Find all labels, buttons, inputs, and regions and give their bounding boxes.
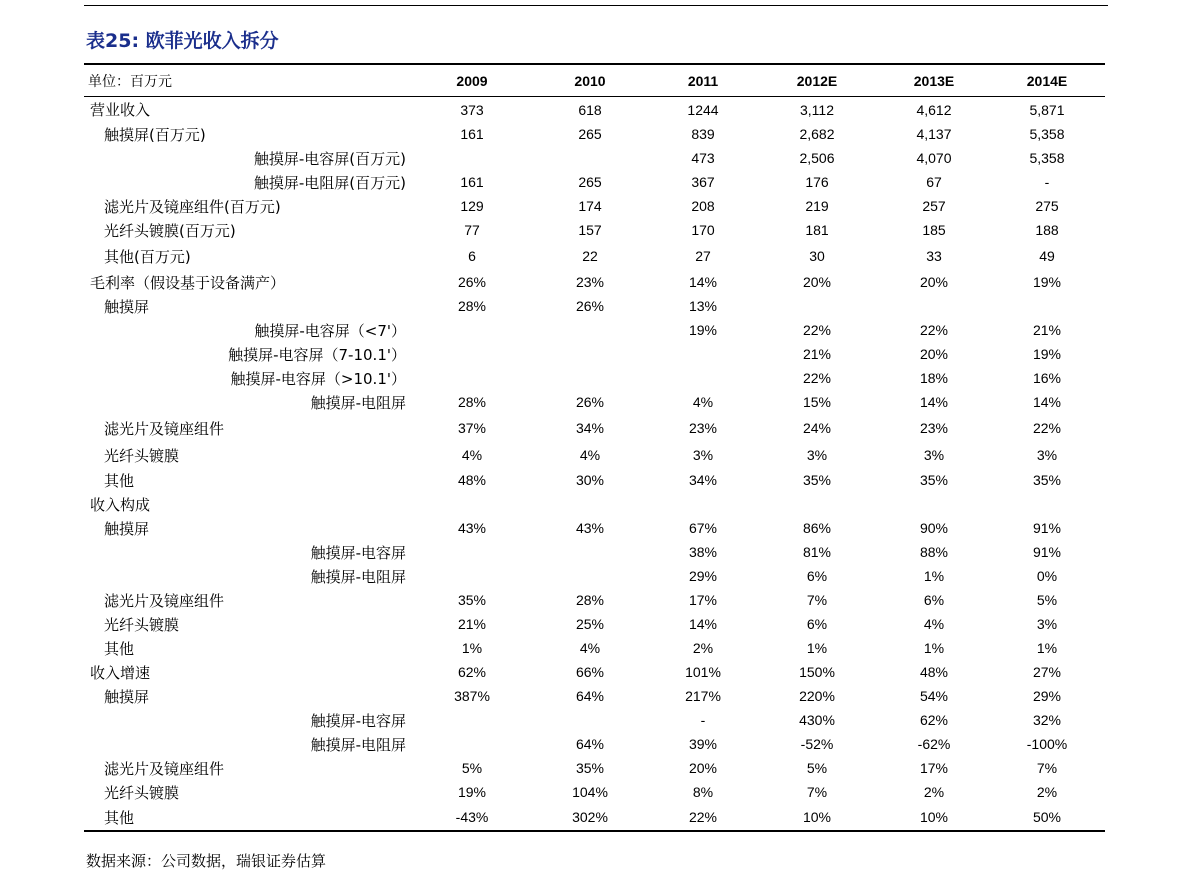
value-cell: 35% <box>919 472 949 488</box>
table-row <box>84 170 1105 194</box>
value-cell: 10% <box>802 809 832 825</box>
value-cell: 170 <box>691 222 715 238</box>
value-cell: 90% <box>919 520 949 536</box>
value-cell: 39% <box>688 736 718 752</box>
value-cell: 22% <box>802 370 832 386</box>
year-header: 2011 <box>687 72 719 89</box>
value-cell: 16% <box>1032 370 1062 386</box>
table-row <box>84 442 1105 468</box>
value-cell: 6% <box>806 616 828 632</box>
row-label: 其他 <box>104 808 135 827</box>
table-row <box>84 97 1105 122</box>
value-cell: 21% <box>802 346 832 362</box>
row-label: 触摸屏 <box>104 687 150 706</box>
value-cell: 22% <box>688 809 718 825</box>
value-cell: 18% <box>919 370 949 386</box>
row-label: 光纤头镀膜 <box>104 615 180 634</box>
row-label: 滤光片及镜座组件 <box>104 591 225 610</box>
value-cell: 265 <box>578 126 602 142</box>
value-cell: 26% <box>575 394 605 410</box>
value-cell: 150% <box>799 664 835 680</box>
value-cell: 14% <box>1032 394 1062 410</box>
value-cell: 26% <box>457 274 487 290</box>
value-cell: 34% <box>688 472 718 488</box>
value-cell: 37% <box>457 420 487 436</box>
value-cell: 5,358 <box>1029 150 1065 166</box>
value-cell: 64% <box>575 688 605 704</box>
value-cell: 28% <box>575 592 605 608</box>
value-cell: 28% <box>457 298 487 314</box>
value-cell: 50% <box>1032 809 1062 825</box>
table-row <box>84 684 1105 708</box>
row-label: 触摸屏-电阻屏(百万元) <box>253 173 406 192</box>
value-cell: 387% <box>454 688 490 704</box>
row-label: 触摸屏-电容屏 <box>310 711 406 730</box>
value-cell: 22% <box>919 322 949 338</box>
unit-label: 单位：百万元 <box>88 73 172 90</box>
value-cell: 35% <box>1032 472 1062 488</box>
value-cell: 1% <box>923 640 945 656</box>
table-row <box>84 540 1105 564</box>
value-cell: 49 <box>1039 248 1055 264</box>
value-cell: 839 <box>691 126 715 142</box>
value-cell: 1244 <box>687 101 719 118</box>
value-cell: 176 <box>805 174 829 190</box>
value-cell: 2,506 <box>799 150 835 166</box>
value-cell: 0% <box>1036 568 1058 584</box>
value-cell: 2,682 <box>799 126 835 142</box>
row-label: 触摸屏-电阻屏 <box>310 735 406 754</box>
row-label: 收入增速 <box>90 663 151 682</box>
table-row <box>84 414 1105 442</box>
table-row <box>84 780 1105 804</box>
value-cell: 14% <box>688 274 718 290</box>
table-row <box>84 636 1105 660</box>
value-cell: 1% <box>806 640 828 656</box>
year-header: 2009 <box>456 72 488 89</box>
value-cell: 21% <box>1032 322 1062 338</box>
table-row <box>84 756 1105 780</box>
value-cell: 86% <box>802 520 832 536</box>
value-cell: 367 <box>691 174 715 190</box>
row-label: 其他 <box>104 471 135 490</box>
row-label: 触摸屏-电容屏 <box>310 543 406 562</box>
table-row <box>84 564 1105 588</box>
value-cell: 21% <box>457 616 487 632</box>
row-label: 触摸屏-电容屏（7-10.1'） <box>228 345 406 364</box>
row-label: 触摸屏-电容屏(百万元) <box>253 149 406 168</box>
value-cell: 5% <box>1036 592 1058 608</box>
row-label: 触摸屏-电容屏（>10.1'） <box>230 369 406 388</box>
table-row <box>84 492 1105 516</box>
year-header: 2012E <box>796 72 838 89</box>
value-cell: 25% <box>575 616 605 632</box>
value-cell: 6% <box>806 568 828 584</box>
revenue-breakdown-table <box>84 63 1105 832</box>
value-cell: 5% <box>806 760 828 776</box>
table-row <box>84 468 1105 492</box>
value-cell: 1% <box>923 568 945 584</box>
value-cell: 17% <box>688 592 718 608</box>
value-cell: 22% <box>802 322 832 338</box>
value-cell: 3,112 <box>800 101 834 118</box>
value-cell: 4,070 <box>916 150 952 166</box>
table-row <box>84 194 1105 218</box>
table-row <box>84 342 1105 366</box>
row-label: 其他 <box>104 639 135 658</box>
year-header: 2013E <box>913 72 955 89</box>
value-cell: -52% <box>800 736 834 752</box>
value-cell: - <box>700 712 706 728</box>
table-row <box>84 146 1105 170</box>
value-cell: 5% <box>461 760 483 776</box>
value-cell: 35% <box>575 760 605 776</box>
value-cell: 77 <box>464 222 480 238</box>
value-cell: 43% <box>575 520 605 536</box>
value-cell: 4,137 <box>916 126 952 142</box>
value-cell: 62% <box>457 664 487 680</box>
value-cell: 219 <box>805 198 829 214</box>
year-header: 2014E <box>1026 72 1068 89</box>
value-cell: 26% <box>575 298 605 314</box>
value-cell: 33 <box>926 248 942 264</box>
value-cell: 66% <box>575 664 605 680</box>
value-cell: 23% <box>688 420 718 436</box>
table-row <box>84 708 1105 732</box>
value-cell: 30% <box>575 472 605 488</box>
row-label: 其他(百万元) <box>104 247 191 266</box>
value-cell: 4% <box>692 394 714 410</box>
row-label: 滤光片及镜座组件 <box>104 419 225 438</box>
value-cell: 34% <box>575 420 605 436</box>
row-label: 触摸屏-电阻屏 <box>310 567 406 586</box>
row-label: 触摸屏-电阻屏 <box>310 393 406 412</box>
value-cell: 6 <box>468 248 476 264</box>
row-label: 营业收入 <box>90 101 151 119</box>
table-row <box>84 294 1105 318</box>
value-cell: 29% <box>688 568 718 584</box>
row-label: 滤光片及镜座组件(百万元) <box>104 197 281 216</box>
value-cell: 1% <box>461 640 483 656</box>
value-cell: 19% <box>1032 274 1062 290</box>
value-cell: 24% <box>802 420 832 436</box>
row-label: 触摸屏-电容屏（<7'） <box>254 321 406 340</box>
value-cell: 4% <box>579 447 601 463</box>
value-cell: - <box>1044 174 1050 190</box>
value-cell: 43% <box>457 520 487 536</box>
value-cell: 275 <box>1035 198 1059 214</box>
row-label: 光纤头镀膜 <box>104 446 180 465</box>
row-label: 毛利率（假设基于设备满产） <box>90 273 286 292</box>
value-cell: 4% <box>923 616 945 632</box>
value-cell: 27% <box>1032 664 1062 680</box>
table-row <box>84 804 1105 830</box>
value-cell: 19% <box>688 322 718 338</box>
table-header-row <box>84 65 1105 96</box>
value-cell: 7% <box>1036 760 1058 776</box>
value-cell: 430% <box>799 712 835 728</box>
value-cell: 265 <box>578 174 602 190</box>
value-cell: 7% <box>806 592 828 608</box>
value-cell: 19% <box>457 784 487 800</box>
value-cell: 257 <box>922 198 946 214</box>
value-cell: 161 <box>460 174 484 190</box>
value-cell: 5,358 <box>1029 126 1065 142</box>
value-cell: 62% <box>919 712 949 728</box>
value-cell: 2% <box>923 784 945 800</box>
row-label: 触摸屏 <box>104 519 150 538</box>
value-cell: 1% <box>1036 640 1058 656</box>
value-cell: 302% <box>572 809 608 825</box>
value-cell: 129 <box>460 198 484 214</box>
value-cell: 7% <box>806 784 828 800</box>
table-row <box>84 122 1105 146</box>
value-cell: 2% <box>692 640 714 656</box>
value-cell: 22% <box>1032 420 1062 436</box>
table-row <box>84 242 1105 270</box>
value-cell: 20% <box>919 274 949 290</box>
value-cell: 27 <box>695 248 711 264</box>
row-label: 光纤头镀膜 <box>104 783 180 802</box>
table-row <box>84 516 1105 540</box>
table-row <box>84 660 1105 684</box>
value-cell: 618 <box>578 101 602 118</box>
value-cell: 23% <box>919 420 949 436</box>
value-cell: 20% <box>802 274 832 290</box>
value-cell: 185 <box>922 222 946 238</box>
value-cell: 48% <box>919 664 949 680</box>
value-cell: 88% <box>919 544 949 560</box>
table-row <box>84 318 1105 342</box>
value-cell: 161 <box>460 126 484 142</box>
value-cell: 54% <box>919 688 949 704</box>
value-cell: 3% <box>1036 616 1058 632</box>
table-body <box>84 97 1105 830</box>
value-cell: 14% <box>688 616 718 632</box>
value-cell: 2% <box>1036 784 1058 800</box>
table-row <box>84 218 1105 242</box>
value-cell: 5,871 <box>1029 101 1065 118</box>
value-cell: -43% <box>455 809 489 825</box>
value-cell: 22 <box>582 248 598 264</box>
value-cell: 15% <box>802 394 832 410</box>
value-cell: 101% <box>685 664 721 680</box>
table-title: 表25: 欧菲光收入拆分 <box>86 30 279 52</box>
value-cell: 35% <box>802 472 832 488</box>
value-cell: 3% <box>923 447 945 463</box>
value-cell: 373 <box>460 101 484 118</box>
value-cell: 20% <box>688 760 718 776</box>
value-cell: 217% <box>685 688 721 704</box>
value-cell: 67 <box>926 174 942 190</box>
value-cell: -100% <box>1026 736 1068 752</box>
value-cell: 4% <box>579 640 601 656</box>
value-cell: 35% <box>457 592 487 608</box>
value-cell: 30 <box>809 248 825 264</box>
value-cell: 19% <box>1032 346 1062 362</box>
value-cell: 67% <box>688 520 718 536</box>
value-cell: 17% <box>919 760 949 776</box>
value-cell: 32% <box>1032 712 1062 728</box>
table-row <box>84 390 1105 414</box>
data-source-note: 数据来源：公司数据，瑞银证券估算 <box>86 852 327 870</box>
row-label: 光纤头镀膜(百万元) <box>104 221 236 240</box>
row-label: 触摸屏 <box>104 297 150 316</box>
row-label: 触摸屏(百万元) <box>104 125 206 144</box>
top-rule <box>84 5 1108 6</box>
value-cell: 14% <box>919 394 949 410</box>
row-label: 收入构成 <box>90 495 151 514</box>
table-row <box>84 366 1105 390</box>
table-row <box>84 588 1105 612</box>
value-cell: 3% <box>692 447 714 463</box>
value-cell: 4% <box>461 447 483 463</box>
value-cell: 157 <box>578 222 602 238</box>
value-cell: 81% <box>802 544 832 560</box>
value-cell: 4,612 <box>916 101 952 118</box>
table-bottom-rule <box>84 830 1105 832</box>
value-cell: 174 <box>578 198 602 214</box>
value-cell: 64% <box>575 736 605 752</box>
row-label: 滤光片及镜座组件 <box>104 759 225 778</box>
value-cell: 104% <box>572 784 608 800</box>
value-cell: 91% <box>1032 544 1062 560</box>
value-cell: 8% <box>692 784 714 800</box>
value-cell: 91% <box>1032 520 1062 536</box>
value-cell: 13% <box>688 298 718 314</box>
value-cell: -62% <box>917 736 951 752</box>
value-cell: 3% <box>806 447 828 463</box>
value-cell: 473 <box>691 150 715 166</box>
value-cell: 188 <box>1035 222 1059 238</box>
value-cell: 3% <box>1036 447 1058 463</box>
value-cell: 220% <box>799 688 835 704</box>
value-cell: 28% <box>457 394 487 410</box>
value-cell: 23% <box>575 274 605 290</box>
value-cell: 48% <box>457 472 487 488</box>
value-cell: 20% <box>919 346 949 362</box>
value-cell: 181 <box>805 222 829 238</box>
value-cell: 6% <box>923 592 945 608</box>
table-row <box>84 612 1105 636</box>
value-cell: 29% <box>1032 688 1062 704</box>
value-cell: 208 <box>691 198 715 214</box>
table-row <box>84 270 1105 294</box>
value-cell: 38% <box>688 544 718 560</box>
table-row <box>84 732 1105 756</box>
value-cell: 10% <box>919 809 949 825</box>
year-header: 2010 <box>574 72 606 89</box>
